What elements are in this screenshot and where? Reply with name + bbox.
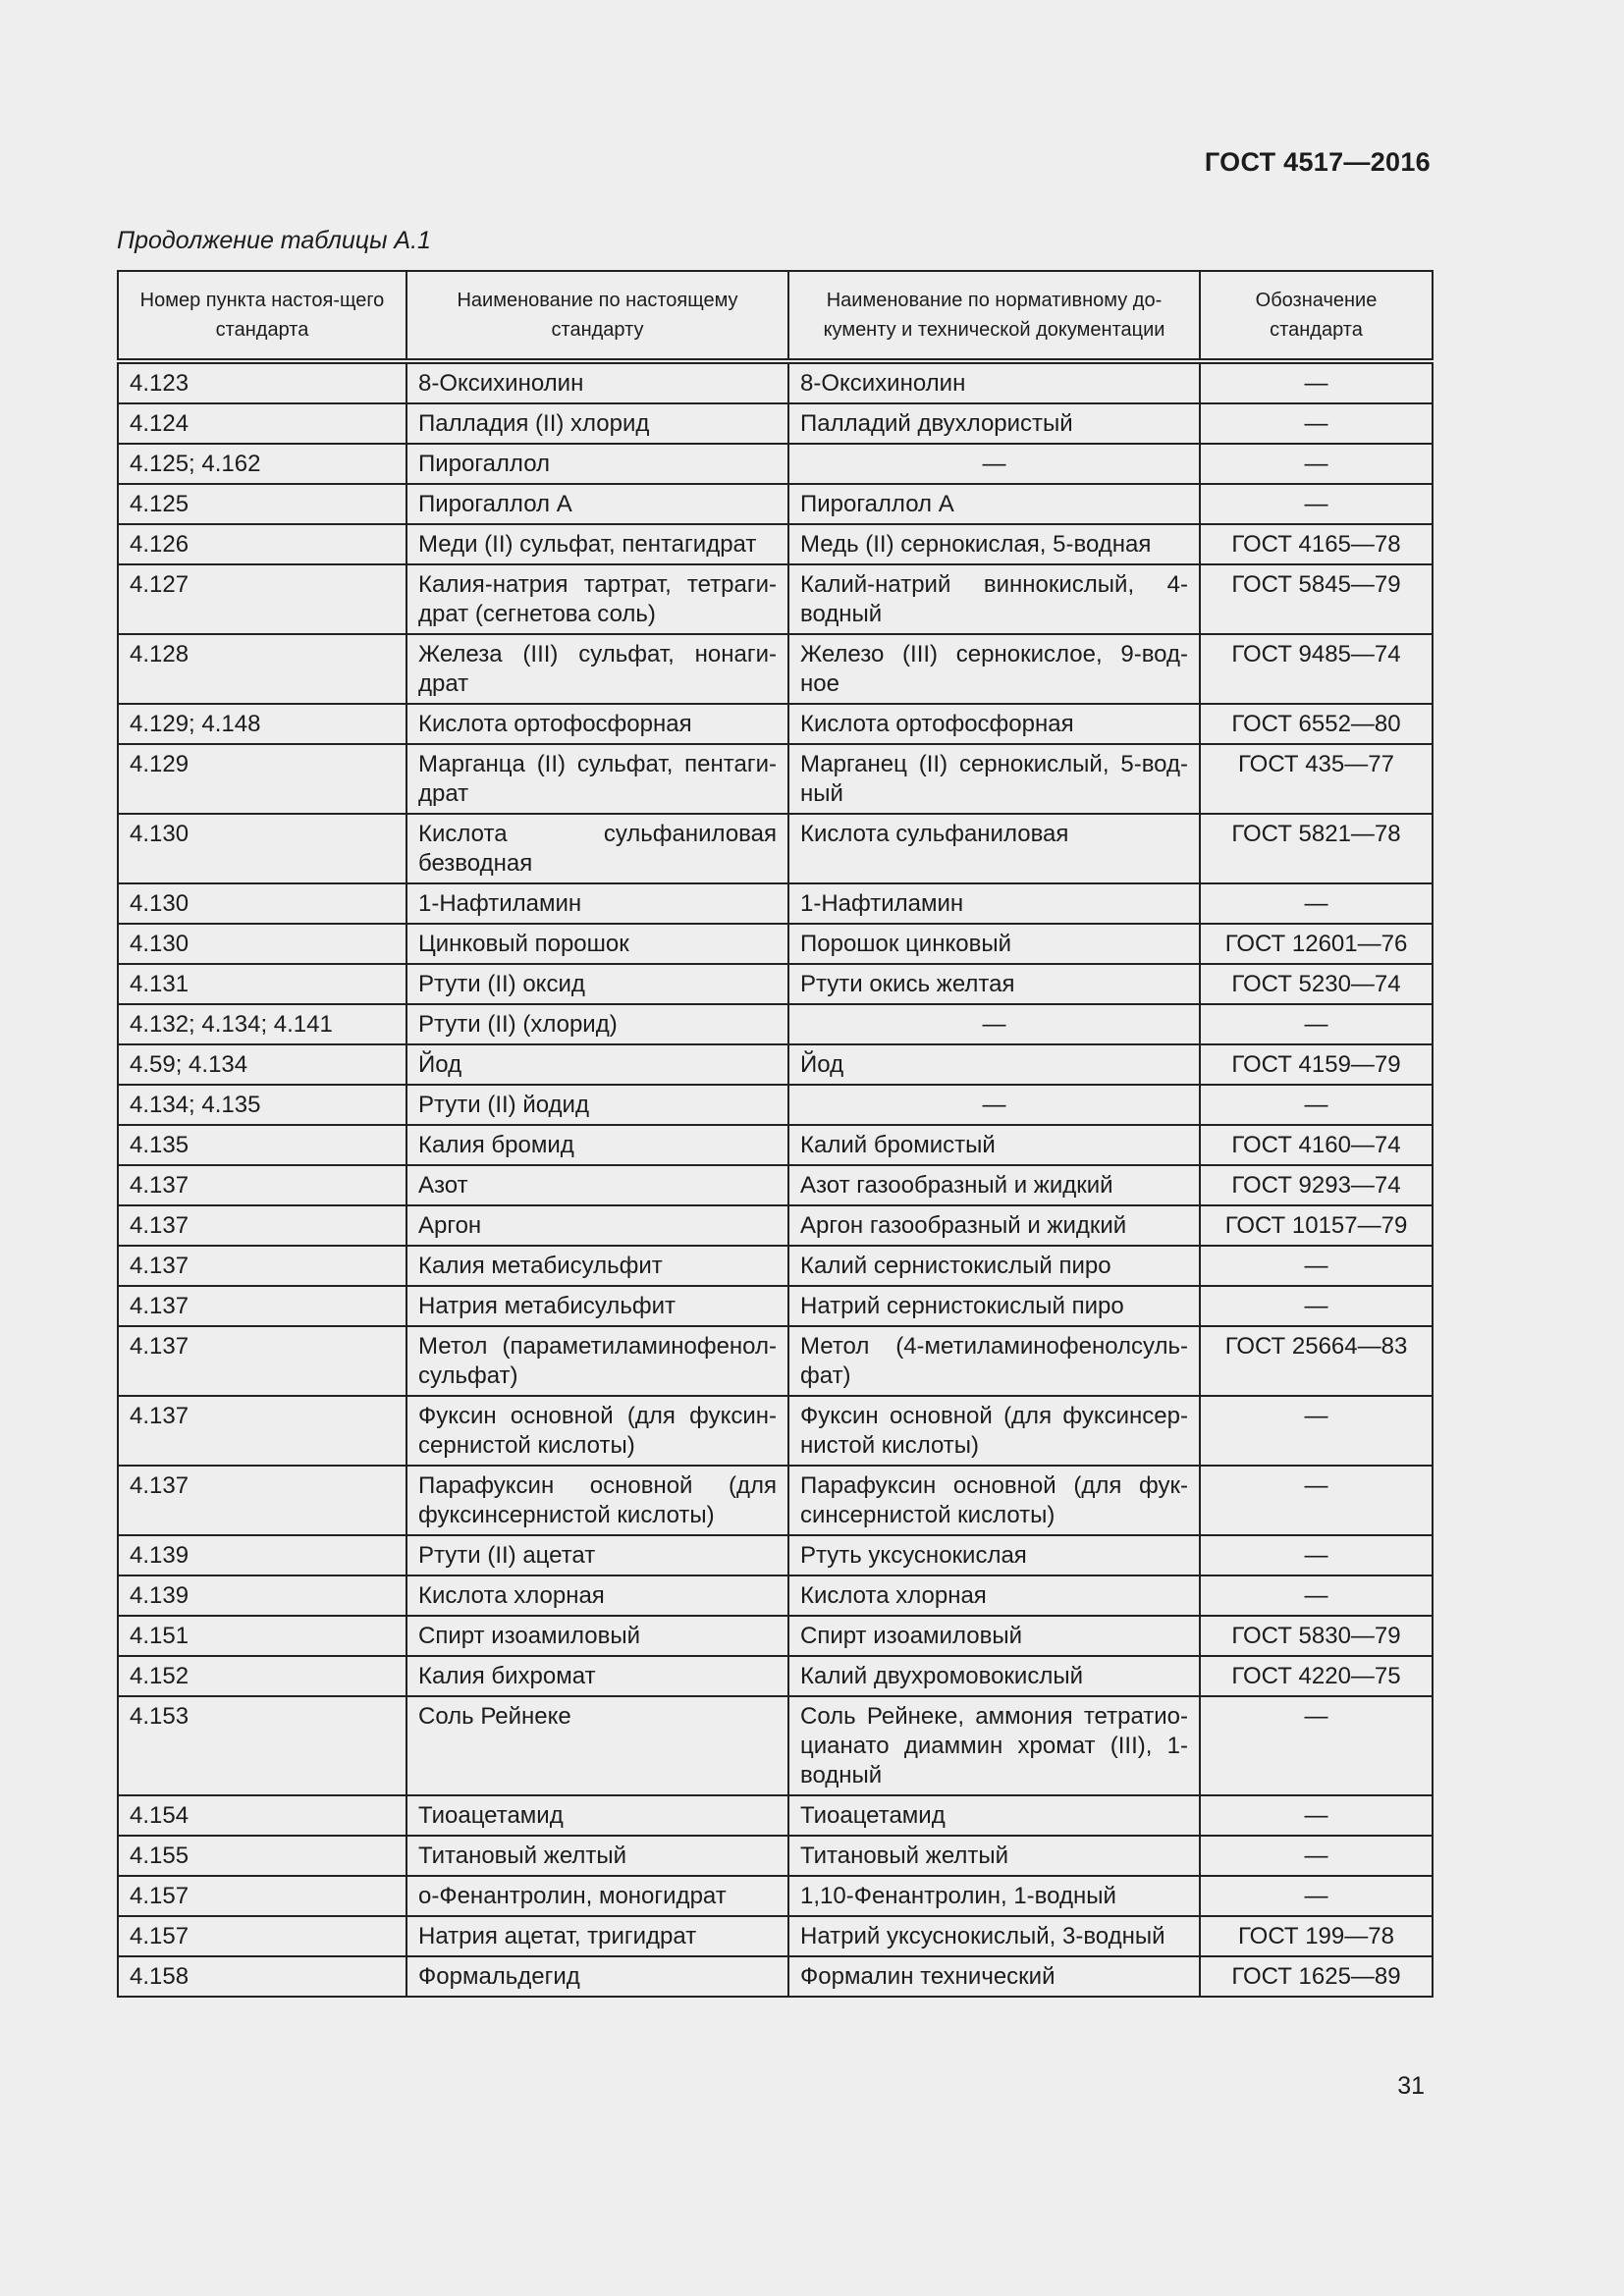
table-row xyxy=(118,444,1433,484)
cell-clause-number: 4.129 xyxy=(118,744,406,814)
cell-clause-number: 4.139 xyxy=(118,1535,406,1575)
cell-name-this-standard: Пирогаллол xyxy=(406,444,788,484)
cell-name-this-standard: Титановый желтый xyxy=(406,1836,788,1876)
cell-name-this-standard: Ртути (II) оксид xyxy=(406,964,788,1004)
table-row xyxy=(118,1326,1433,1396)
cell-name-normative-document: Аргон газообразный и жидкий xyxy=(788,1205,1200,1246)
cell-name-normative-document: Тиоацетамид xyxy=(788,1795,1200,1836)
cell-standard-designation: — xyxy=(1200,1575,1433,1616)
cell-clause-number: 4.123 xyxy=(118,361,406,403)
cell-clause-number: 4.157 xyxy=(118,1916,406,1956)
cell-name-this-standard: Тиоацетамид xyxy=(406,1795,788,1836)
cell-clause-number: 4.155 xyxy=(118,1836,406,1876)
cell-name-normative-document: Соль Рейнеке, аммония тетратио-цианато диаммин хромат (III), 1-водный xyxy=(788,1696,1200,1795)
table-row xyxy=(118,1956,1433,1997)
cell-clause-number: 4.126 xyxy=(118,524,406,564)
table-body xyxy=(118,361,1433,1997)
cell-name-normative-document: Калий двухромовокислый xyxy=(788,1656,1200,1696)
cell-standard-designation: — xyxy=(1200,1004,1433,1044)
cell-standard-designation: ГОСТ 12601—76 xyxy=(1200,924,1433,964)
cell-name-normative-document: Порошок цинковый xyxy=(788,924,1200,964)
cell-name-this-standard: Пирогаллол А xyxy=(406,484,788,524)
table-caption: Продолжение таблицы А.1 xyxy=(117,227,431,254)
cell-name-this-standard: Ртути (II) (хлорид) xyxy=(406,1004,788,1044)
cell-clause-number: 4.135 xyxy=(118,1125,406,1165)
table-row xyxy=(118,1535,1433,1575)
table-row xyxy=(118,564,1433,634)
cell-name-this-standard: Спирт изоамиловый xyxy=(406,1616,788,1656)
cell-clause-number: 4.128 xyxy=(118,634,406,704)
cell-name-normative-document: Медь (II) сернокислая, 5-водная xyxy=(788,524,1200,564)
cell-clause-number: 4.154 xyxy=(118,1795,406,1836)
cell-clause-number: 4.137 xyxy=(118,1466,406,1535)
table-row xyxy=(118,924,1433,964)
table-row xyxy=(118,1044,1433,1085)
cell-name-this-standard: Ртути (II) ацетат xyxy=(406,1535,788,1575)
page-header-standard: ГОСТ 4517—2016 xyxy=(1204,147,1431,177)
cell-name-normative-document: Палладий двухлористый xyxy=(788,403,1200,444)
cell-clause-number: 4.130 xyxy=(118,924,406,964)
table-row xyxy=(118,1286,1433,1326)
cell-name-this-standard: Калия метабисульфит xyxy=(406,1246,788,1286)
cell-standard-designation: ГОСТ 5845—79 xyxy=(1200,564,1433,634)
cell-standard-designation: — xyxy=(1200,1795,1433,1836)
cell-clause-number: 4.127 xyxy=(118,564,406,634)
cell-standard-designation: — xyxy=(1200,1466,1433,1535)
cell-clause-number: 4.134; 4.135 xyxy=(118,1085,406,1125)
cell-standard-designation: — xyxy=(1200,883,1433,924)
table-header-row xyxy=(118,271,1433,361)
cell-name-this-standard: Фуксин основной (для фуксин-сернистой кислоты) xyxy=(406,1396,788,1466)
cell-standard-designation: — xyxy=(1200,484,1433,524)
table-row xyxy=(118,524,1433,564)
cell-standard-designation: ГОСТ 4220—75 xyxy=(1200,1656,1433,1696)
cell-clause-number: 4.130 xyxy=(118,814,406,883)
cell-standard-designation: — xyxy=(1200,403,1433,444)
cell-name-this-standard: Азот xyxy=(406,1165,788,1205)
cell-name-normative-document: — xyxy=(788,444,1200,484)
table-row xyxy=(118,1246,1433,1286)
cell-standard-designation: ГОСТ 199—78 xyxy=(1200,1916,1433,1956)
cell-name-normative-document: 8-Оксихинолин xyxy=(788,361,1200,403)
cell-name-normative-document: Кислота ортофосфорная xyxy=(788,704,1200,744)
table-row xyxy=(118,1085,1433,1125)
table-row xyxy=(118,1575,1433,1616)
cell-name-normative-document: Калий бромистый xyxy=(788,1125,1200,1165)
table-row xyxy=(118,1616,1433,1656)
cell-standard-designation: — xyxy=(1200,1396,1433,1466)
cell-clause-number: 4.130 xyxy=(118,883,406,924)
cell-clause-number: 4.125; 4.162 xyxy=(118,444,406,484)
table-row xyxy=(118,1916,1433,1956)
cell-name-this-standard: Формальдегид xyxy=(406,1956,788,1997)
cell-name-this-standard: Соль Рейнеке xyxy=(406,1696,788,1795)
cell-clause-number: 4.137 xyxy=(118,1205,406,1246)
cell-name-normative-document: Спирт изоамиловый xyxy=(788,1616,1200,1656)
cell-clause-number: 4.137 xyxy=(118,1246,406,1286)
cell-name-normative-document: Ртути окись желтая xyxy=(788,964,1200,1004)
cell-name-normative-document: Азот газообразный и жидкий xyxy=(788,1165,1200,1205)
cell-name-normative-document: Кислота сульфаниловая xyxy=(788,814,1200,883)
page-number: 31 xyxy=(1397,2072,1425,2100)
table-row xyxy=(118,1876,1433,1916)
table-row xyxy=(118,1656,1433,1696)
cell-standard-designation: ГОСТ 25664—83 xyxy=(1200,1326,1433,1396)
cell-name-this-standard: Калия бихромат xyxy=(406,1656,788,1696)
cell-name-this-standard: о-Фенантролин, моногидрат xyxy=(406,1876,788,1916)
cell-standard-designation: — xyxy=(1200,1246,1433,1286)
cell-clause-number: 4.137 xyxy=(118,1165,406,1205)
cell-name-this-standard: Палладия (II) хлорид xyxy=(406,403,788,444)
cell-name-normative-document: 1-Нафтиламин xyxy=(788,883,1200,924)
cell-name-normative-document: Ртуть уксуснокислая xyxy=(788,1535,1200,1575)
cell-name-normative-document: Натрий уксуснокислый, 3-водный xyxy=(788,1916,1200,1956)
cell-name-this-standard: Кислота хлорная xyxy=(406,1575,788,1616)
column-header-standard-designation: Обозначение стандарта xyxy=(1200,271,1433,361)
cell-clause-number: 4.129; 4.148 xyxy=(118,704,406,744)
cell-standard-designation: — xyxy=(1200,1085,1433,1125)
cell-name-normative-document: Йод xyxy=(788,1044,1200,1085)
cell-name-this-standard: Кислота ортофосфорная xyxy=(406,704,788,744)
cell-name-normative-document: Метол (4-метиламинофенолсуль-фат) xyxy=(788,1326,1200,1396)
cell-name-this-standard: Натрия ацетат, тригидрат xyxy=(406,1916,788,1956)
cell-clause-number: 4.157 xyxy=(118,1876,406,1916)
table-row xyxy=(118,1125,1433,1165)
cell-clause-number: 4.59; 4.134 xyxy=(118,1044,406,1085)
column-header-name-this-standard: Наименование по настоящему стандарту xyxy=(406,271,788,361)
cell-standard-designation: — xyxy=(1200,1876,1433,1916)
table-row xyxy=(118,1396,1433,1466)
cell-clause-number: 4.131 xyxy=(118,964,406,1004)
cell-name-normative-document: Фуксин основной (для фуксинсер-нистой кислоты) xyxy=(788,1396,1200,1466)
table-row xyxy=(118,744,1433,814)
cell-standard-designation: ГОСТ 5821—78 xyxy=(1200,814,1433,883)
column-header-clause-number: Номер пункта настоя-щего стандарта xyxy=(118,271,406,361)
table-row xyxy=(118,814,1433,883)
cell-clause-number: 4.137 xyxy=(118,1396,406,1466)
column-header-name-normative-document: Наименование по нормативному до-кументу и технической документации xyxy=(788,271,1200,361)
cell-name-normative-document: — xyxy=(788,1004,1200,1044)
cell-standard-designation: ГОСТ 6552—80 xyxy=(1200,704,1433,744)
cell-name-this-standard: Метол (параметиламинофенол-сульфат) xyxy=(406,1326,788,1396)
cell-standard-designation: ГОСТ 4159—79 xyxy=(1200,1044,1433,1085)
cell-name-normative-document: Марганец (II) сернокислый, 5-вод-ный xyxy=(788,744,1200,814)
cell-standard-designation: ГОСТ 5830—79 xyxy=(1200,1616,1433,1656)
cell-standard-designation: — xyxy=(1200,1836,1433,1876)
cell-clause-number: 4.124 xyxy=(118,403,406,444)
table-row xyxy=(118,403,1433,444)
cell-name-this-standard: 8-Оксихинолин xyxy=(406,361,788,403)
cell-standard-designation: ГОСТ 4165—78 xyxy=(1200,524,1433,564)
cell-name-this-standard: Йод xyxy=(406,1044,788,1085)
cell-name-normative-document: Парафуксин основной (для фук-синсернистой кислоты) xyxy=(788,1466,1200,1535)
cell-standard-designation: — xyxy=(1200,361,1433,403)
cell-name-this-standard: Калия-натрия тартрат, тетраги-драт (сегнетова соль) xyxy=(406,564,788,634)
cell-name-this-standard: Марганца (II) сульфат, пентаги-драт xyxy=(406,744,788,814)
cell-name-normative-document: Пирогаллол А xyxy=(788,484,1200,524)
cell-clause-number: 4.125 xyxy=(118,484,406,524)
cell-standard-designation: ГОСТ 10157—79 xyxy=(1200,1205,1433,1246)
cell-clause-number: 4.137 xyxy=(118,1326,406,1396)
table-row xyxy=(118,634,1433,704)
cell-name-this-standard: Цинковый порошок xyxy=(406,924,788,964)
cell-standard-designation: — xyxy=(1200,1696,1433,1795)
cell-name-this-standard: Натрия метабисульфит xyxy=(406,1286,788,1326)
table-row xyxy=(118,1696,1433,1795)
cell-name-this-standard: Кислота сульфаниловая безводная xyxy=(406,814,788,883)
cell-name-normative-document: Титановый желтый xyxy=(788,1836,1200,1876)
cell-standard-designation: ГОСТ 5230—74 xyxy=(1200,964,1433,1004)
cell-name-normative-document: Формалин технический xyxy=(788,1956,1200,1997)
table-row xyxy=(118,1466,1433,1535)
table-row xyxy=(118,361,1433,403)
cell-name-normative-document: Калий сернистокислый пиро xyxy=(788,1246,1200,1286)
cell-clause-number: 4.158 xyxy=(118,1956,406,1997)
cell-standard-designation: ГОСТ 4160—74 xyxy=(1200,1125,1433,1165)
table-row xyxy=(118,1004,1433,1044)
table-row xyxy=(118,964,1433,1004)
cell-name-this-standard: Меди (II) сульфат, пентагидрат xyxy=(406,524,788,564)
table-row xyxy=(118,1836,1433,1876)
cell-clause-number: 4.152 xyxy=(118,1656,406,1696)
cell-clause-number: 4.137 xyxy=(118,1286,406,1326)
cell-standard-designation: — xyxy=(1200,1286,1433,1326)
cell-standard-designation: ГОСТ 9485—74 xyxy=(1200,634,1433,704)
cell-clause-number: 4.151 xyxy=(118,1616,406,1656)
table-row xyxy=(118,704,1433,744)
cell-standard-designation: ГОСТ 435—77 xyxy=(1200,744,1433,814)
cell-name-this-standard: Ртути (II) йодид xyxy=(406,1085,788,1125)
table-row xyxy=(118,883,1433,924)
cell-name-this-standard: Аргон xyxy=(406,1205,788,1246)
reagents-table xyxy=(117,270,1434,1998)
cell-standard-designation: ГОСТ 1625—89 xyxy=(1200,1956,1433,1997)
cell-name-normative-document: — xyxy=(788,1085,1200,1125)
cell-clause-number: 4.139 xyxy=(118,1575,406,1616)
cell-standard-designation: — xyxy=(1200,444,1433,484)
cell-name-this-standard: 1-Нафтиламин xyxy=(406,883,788,924)
cell-name-this-standard: Железа (III) сульфат, нонаги-драт xyxy=(406,634,788,704)
cell-clause-number: 4.153 xyxy=(118,1696,406,1795)
table-row xyxy=(118,1205,1433,1246)
table-row xyxy=(118,484,1433,524)
cell-name-normative-document: Кислота хлорная xyxy=(788,1575,1200,1616)
cell-name-this-standard: Парафуксин основной (для фуксинсернистой кислоты) xyxy=(406,1466,788,1535)
cell-name-normative-document: 1,10-Фенантролин, 1-водный xyxy=(788,1876,1200,1916)
cell-name-this-standard: Калия бромид xyxy=(406,1125,788,1165)
cell-clause-number: 4.132; 4.134; 4.141 xyxy=(118,1004,406,1044)
cell-name-normative-document: Калий-натрий виннокислый, 4-водный xyxy=(788,564,1200,634)
cell-standard-designation: — xyxy=(1200,1535,1433,1575)
cell-name-normative-document: Железо (III) сернокислое, 9-вод-ное xyxy=(788,634,1200,704)
table-row xyxy=(118,1165,1433,1205)
cell-name-normative-document: Натрий сернистокислый пиро xyxy=(788,1286,1200,1326)
table-row xyxy=(118,1795,1433,1836)
cell-standard-designation: ГОСТ 9293—74 xyxy=(1200,1165,1433,1205)
